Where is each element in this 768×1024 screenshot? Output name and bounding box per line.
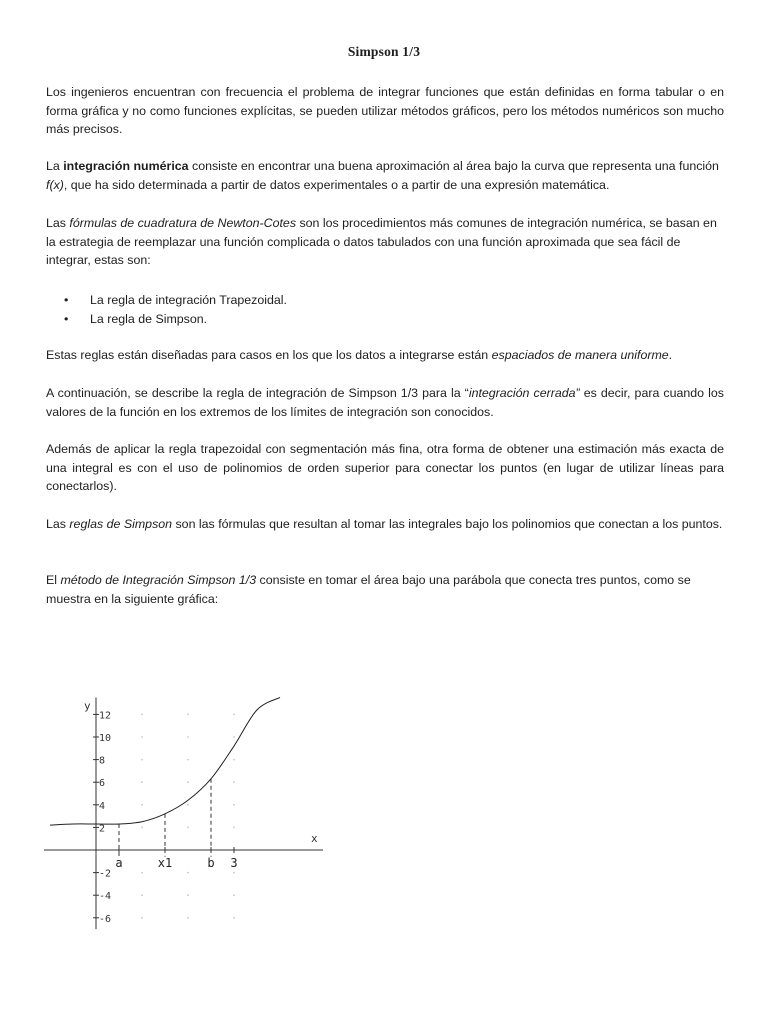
bold-term: integración numérica xyxy=(63,159,189,173)
grid-dot xyxy=(187,804,189,806)
grid-dot xyxy=(141,759,143,761)
page-title: Simpson 1/3 xyxy=(347,44,421,59)
italic-term: fórmulas de cuadratura de Newton-Cotes xyxy=(69,216,297,230)
list-item: • La regla de integración Trapezoidal. xyxy=(64,291,287,310)
paragraph-integracion xyxy=(46,157,724,194)
text: La xyxy=(46,159,64,173)
x-point-label: 3 xyxy=(230,856,238,870)
text: son los procedimientos más comunes de integración numérica, se basan en la estrategia de reemplazar una función complicada o datos tabulados con una función aproximada que sea fácil de integrar, estas son: xyxy=(46,216,717,267)
text: es decir, para cuando los valores de la función en los extremos de los límites de integración son conocidos. xyxy=(46,386,724,419)
text: . xyxy=(668,348,673,362)
grid-dot xyxy=(187,872,189,874)
function-curve xyxy=(50,697,280,825)
y-tick-label: 8 xyxy=(99,755,106,767)
text: son las fórmulas que resultan al tomar las integrales bajo los polinomios que conectan a los puntos. xyxy=(172,517,723,531)
italic-term: f(x) xyxy=(46,177,64,192)
text: Las xyxy=(46,517,70,531)
grid-dot xyxy=(187,894,189,896)
y-tick-label: -4 xyxy=(99,891,112,903)
grid-dot xyxy=(233,736,235,738)
y-tick-label: 10 xyxy=(99,733,112,744)
paragraph-newton-cotes xyxy=(46,214,724,270)
grid-dot xyxy=(233,917,235,919)
italic-term: integración cerrada” xyxy=(468,386,580,400)
grid-dot xyxy=(233,714,235,716)
text: A continuación, se describe la regla de integración de Simpson 1/3 para la “ xyxy=(46,386,469,400)
dashed-verticals xyxy=(119,779,211,857)
paragraph-metodo xyxy=(46,571,724,608)
paragraph-polinomios: Además de aplicar la regla trapezoidal con segmentación más fina, otra forma de obtener una estimación más exacta de una integral es con el uso de polinomios de orden superior para conectar los puntos (en lugar de utilizar líneas para conectarlos). xyxy=(46,442,724,493)
grid-dot xyxy=(233,804,235,806)
text: consiste en encontrar una buena aproximación al área bajo la curva que representa una función xyxy=(188,159,719,173)
grid-dot xyxy=(187,759,189,761)
grid-dot xyxy=(233,872,235,874)
paragraph-reglas-simpson xyxy=(46,515,724,534)
x-point-label: x1 xyxy=(157,856,173,870)
grid-dot xyxy=(187,781,189,783)
paragraph-continuacion xyxy=(46,384,724,421)
grid-dot xyxy=(233,781,235,783)
grid-dot xyxy=(233,894,235,896)
grid-dot xyxy=(141,736,143,738)
grid-dot xyxy=(187,827,189,829)
italic-term: método de Integración Simpson 1/3 xyxy=(60,573,257,587)
grid-dot xyxy=(187,736,189,738)
paragraph-espaciados xyxy=(46,346,724,365)
text: Las xyxy=(46,216,70,230)
simpson-graph xyxy=(40,628,340,978)
grid-dot xyxy=(141,894,143,896)
text: Estas reglas están diseñadas para casos en los que los datos a integrarse están xyxy=(46,348,492,362)
grid-dot xyxy=(141,827,143,829)
x-axis-label: x xyxy=(311,832,318,845)
x-point-label: a xyxy=(115,856,123,870)
y-tick-label: -2 xyxy=(99,868,112,880)
y-axis-label: y xyxy=(84,699,91,713)
grid-dot xyxy=(187,917,189,919)
rules-list xyxy=(64,291,287,328)
grid-dot xyxy=(187,714,189,716)
text: consiste en tomar el área bajo una parábola que conecta tres puntos, como se muestra en la siguiente gráfica: xyxy=(46,573,691,606)
text: , que ha sido determinada a partir de datos experimentales o a partir de una expresión matemática. xyxy=(63,177,610,192)
list-item: • La regla de Simpson. xyxy=(64,310,287,329)
italic-term: espaciados de manera uniforme xyxy=(491,348,669,362)
y-tick-label: 4 xyxy=(99,800,106,812)
grid-dot xyxy=(141,781,143,783)
grid-dot xyxy=(141,714,143,716)
italic-term: reglas de Simpson xyxy=(69,517,173,531)
grid-dot xyxy=(233,759,235,761)
grid-dots xyxy=(141,714,238,919)
text: El xyxy=(46,573,61,587)
y-tick-label: 6 xyxy=(99,778,106,790)
y-tick-label: -6 xyxy=(99,913,112,925)
grid-dot xyxy=(141,872,143,874)
paragraph-intro: Los ingenieros encuentran con frecuencia el problema de integrar funciones que están definidas en forma tabular o en forma gráfica y no como funciones explícitas, se pueden utilizar métodos gráficos, pero los métodos numéricos son mucho más precisos. xyxy=(46,85,724,136)
grid-dot xyxy=(233,827,235,829)
grid-dot xyxy=(141,917,143,919)
x-point-label: b xyxy=(207,856,215,870)
y-tick-label: 2 xyxy=(99,823,106,835)
y-tick-label: 12 xyxy=(99,710,112,722)
grid-dot xyxy=(141,804,143,806)
